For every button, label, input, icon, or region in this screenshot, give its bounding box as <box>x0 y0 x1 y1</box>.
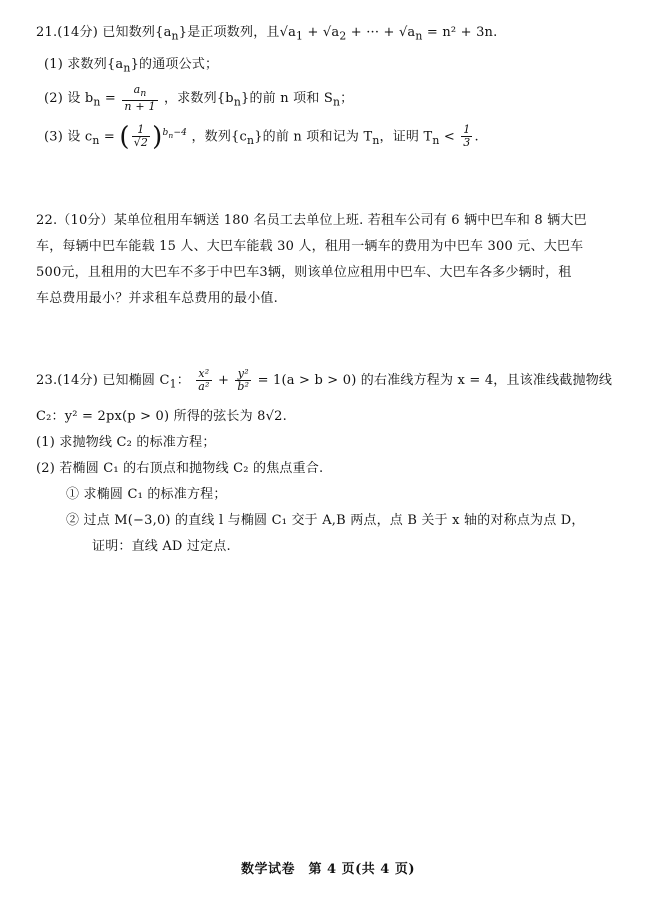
q23-subpart1: ① 求椭圆 C₁ 的标准方程； <box>66 487 227 502</box>
q23-part1: (1) 求抛物线 C₂ 的标准方程； <box>36 435 216 450</box>
q21-stem: 21.(14分) 已知数列$\{a_n\}$是正项数列，且$√a_1 + √a_2$ + ··· + $√a_n = n^2 + 3n$. <box>36 25 498 43</box>
q21-c-exponent: bn−4 <box>162 128 188 140</box>
q22-line-3: 500元，且租用的大巴车不多于中巴车3辆，则该单位应租用中巴车、大巴车各多少辆时，租 <box>36 265 572 280</box>
q21-c-base-fraction: $\frac{1}{√2}$ <box>133 123 149 150</box>
q23-x-fraction: $\frac{\text{x²}}{\text{a²}}$ <box>198 367 210 393</box>
q23-stem-line-2: C₂：y² = 2px(p > 0) 所得的弦长为 8√2. <box>36 409 287 424</box>
q22-line-2: 车，每辆中巴车能载 15 人、大巴车能载 30 人，租用一辆车的费用为中巴车 300 元、大巴车 <box>36 239 584 254</box>
q22-line-4: 车总费用最小？并求租车总费用的最小值. <box>36 291 278 306</box>
page-footer: 数学试卷 第 4 页(共 4 页) <box>241 862 415 877</box>
q21-part2: (2) 设 $b_n$ = $\frac{a_n}{n + 1}$ ，求数列$\{b_n\}$的前 n 项和 $S_n$； <box>44 83 354 114</box>
q23-y-fraction: $\frac{\text{y²}}{\text{b²}}$ <box>237 367 250 393</box>
q21-part1: (1) 求数列$\{a_n\}$的通项公式； <box>44 57 219 75</box>
q21-part3: (3) 设 $c_n$ = ( $\frac{1}{√2}$ )$^{b_n-4}$ ，数列$\{c_n\}$的前 n 项和记为 $T_n$，证明 $T_n$ < $\frac{1}{3}$ . <box>44 121 479 152</box>
q23-stem-line-1: 23.(14分) 已知椭圆 $C_1$： $\frac{\text{x²}}{\text{a²}}$ + $\frac{\text{y²}}{\text{b²}}$ = 1(a > b > 0) 的右准线方程为 x = 4，且该准线截抛物线 <box>36 367 613 393</box>
q21-b-fraction: $\frac{a_n}{n + 1}$ <box>124 83 156 114</box>
q22-line-1: 22.（10分）某单位租用车辆送 180 名员工去单位上班. 若租车公司有 6 辆中巴车和 8 辆大巴 <box>36 213 587 228</box>
q21-bound-fraction: $\frac{1}{3}$ <box>463 123 471 150</box>
q23-subpart2: ② 过点 M(−3,0) 的直线 l 与椭圆 C₁ 交于 A,B 两点，点 B 关于 x 轴的对称点为点 D， <box>66 513 585 528</box>
q23-part2: (2) 若椭圆 C₁ 的右顶点和抛物线 C₂ 的焦点重合. <box>36 461 324 476</box>
q23-subpart2-cont: 证明：直线 AD 过定点. <box>92 539 231 554</box>
